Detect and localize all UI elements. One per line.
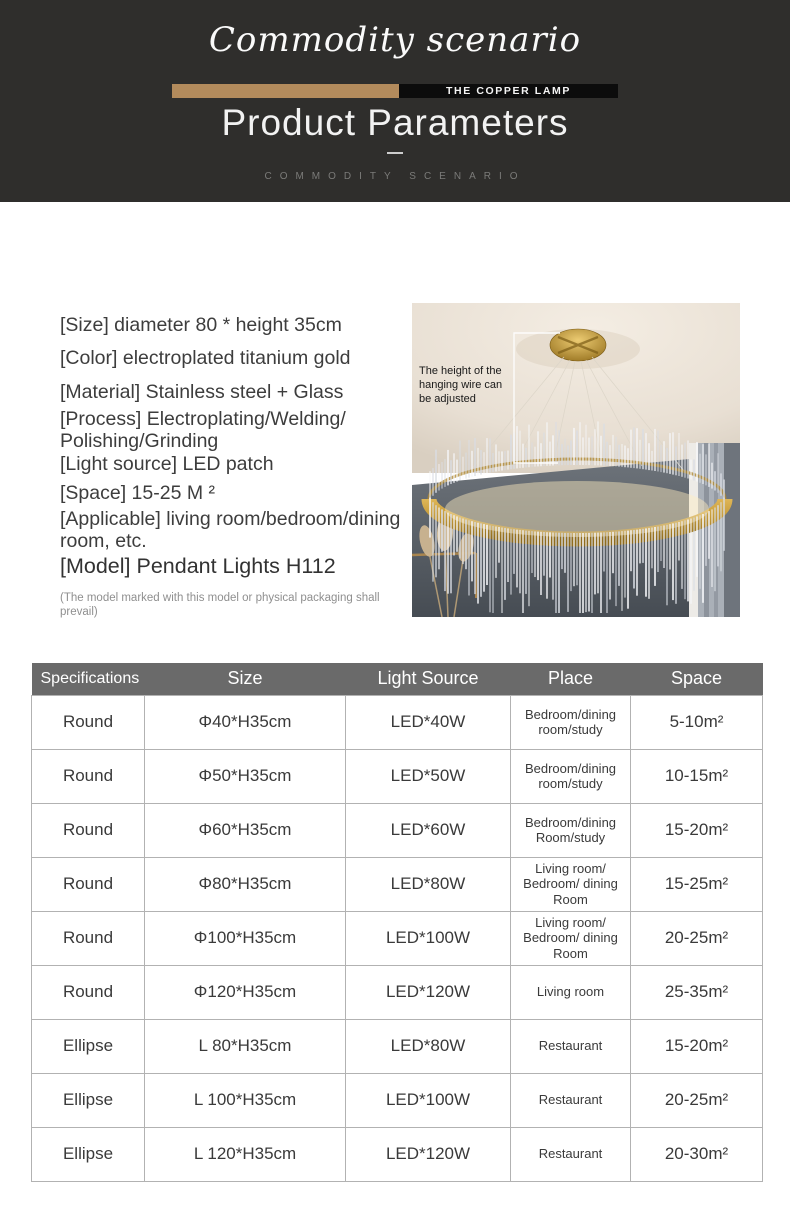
size-cell: Φ120*H35cm xyxy=(145,965,346,1019)
photo-annotation: The height of the hanging wire can be adjusted xyxy=(419,365,503,406)
param-size: [Size] diameter 80 * height 35cm xyxy=(60,314,342,336)
table-row xyxy=(32,965,763,1019)
size-cell: Φ60*H35cm xyxy=(145,803,346,857)
space-cell: 20-25m² xyxy=(631,911,763,965)
param-material: [Material] Stainless steel + Glass xyxy=(60,381,344,404)
dark-curtain xyxy=(724,443,740,617)
hero-banner xyxy=(0,0,790,202)
space-cell: 15-20m² xyxy=(631,1019,763,1073)
brand-label: THE COPPER LAMP xyxy=(446,85,571,97)
gold-accent-bar xyxy=(172,84,399,98)
param-model: [Model] Pendant Lights H112 xyxy=(60,553,336,578)
spec-cell: Ellipse xyxy=(32,1019,145,1073)
spec-cell: Round xyxy=(32,803,145,857)
size-cell: Φ50*H35cm xyxy=(145,749,346,803)
light-cell: LED*100W xyxy=(346,1073,511,1127)
page-title: Product Parameters xyxy=(221,102,569,143)
space-cell: 25-35m² xyxy=(631,965,763,1019)
spec-cell: Round xyxy=(32,695,145,749)
place-cell: Bedroom/dining room/study xyxy=(511,749,631,803)
place-cell: Restaurant xyxy=(511,1127,631,1181)
table-row xyxy=(32,1019,763,1073)
light-cell: LED*80W xyxy=(346,857,511,911)
size-cell: L 100*H35cm xyxy=(145,1073,346,1127)
param-color: [Color] electroplated titanium gold xyxy=(60,347,351,370)
parameter-list xyxy=(60,314,416,620)
brand-bar xyxy=(172,84,618,98)
size-cell: Φ80*H35cm xyxy=(145,857,346,911)
table-row xyxy=(32,695,763,749)
param-applicable: [Applicable] living room/bedroom/dining room, etc. xyxy=(60,507,401,552)
place-cell: Living room/ Bedroom/ dining Room xyxy=(511,911,631,965)
table-row xyxy=(32,857,763,911)
size-cell: Φ40*H35cm xyxy=(145,695,346,749)
title-divider xyxy=(387,152,403,154)
space-cell: 5-10m² xyxy=(631,695,763,749)
place-cell: Bedroom/dining room/study xyxy=(511,695,631,749)
space-cell: 20-30m² xyxy=(631,1127,763,1181)
product-photo xyxy=(412,303,740,617)
table-row xyxy=(32,749,763,803)
light-cell: LED*120W xyxy=(346,965,511,1019)
param-space: [Space] 15-25 M ² xyxy=(60,482,215,505)
spec-cell: Round xyxy=(32,857,145,911)
column-header-space: Space xyxy=(631,663,763,695)
light-cell: LED*100W xyxy=(346,911,511,965)
table-row xyxy=(32,1073,763,1127)
spec-cell: Ellipse xyxy=(32,1127,145,1181)
place-cell: Living room/ Bedroom/ dining Room xyxy=(511,857,631,911)
light-cell: LED*60W xyxy=(346,803,511,857)
space-cell: 15-25m² xyxy=(631,857,763,911)
chandelier-illustration xyxy=(412,303,740,617)
place-cell: Restaurant xyxy=(511,1019,631,1073)
table-row xyxy=(32,1127,763,1181)
size-cell: L 120*H35cm xyxy=(145,1127,346,1181)
hero-subtitle: COMMODITY SCENARIO xyxy=(264,171,526,182)
table-header-row xyxy=(32,663,763,695)
specifications-table xyxy=(31,663,763,1182)
light-cell: LED*50W xyxy=(346,749,511,803)
brand-label-bar xyxy=(399,84,618,98)
table-row xyxy=(32,911,763,965)
space-cell: 10-15m² xyxy=(631,749,763,803)
spec-cell: Round xyxy=(32,965,145,1019)
param-process: [Process] Electroplating/Welding/ Polishing/Grinding xyxy=(60,407,346,452)
column-header-light-source: Light Source xyxy=(346,663,511,695)
space-cell: 15-20m² xyxy=(631,803,763,857)
curtain xyxy=(698,443,724,617)
light-cell: LED*120W xyxy=(346,1127,511,1181)
place-cell: Living room xyxy=(511,965,631,1019)
size-cell: L 80*H35cm xyxy=(145,1019,346,1073)
spec-cell: Ellipse xyxy=(32,1073,145,1127)
column-header-place: Place xyxy=(511,663,631,695)
column-header-specifications: Specifications xyxy=(32,663,145,695)
space-cell: 20-25m² xyxy=(631,1073,763,1127)
spec-cell: Round xyxy=(32,749,145,803)
place-cell: Bedroom/dining Room/study xyxy=(511,803,631,857)
light-cell: LED*40W xyxy=(346,695,511,749)
light-cell: LED*80W xyxy=(346,1019,511,1073)
spec-cell: Round xyxy=(32,911,145,965)
table-row xyxy=(32,803,763,857)
script-heading: Commodity scenario xyxy=(208,20,582,60)
place-cell: Restaurant xyxy=(511,1073,631,1127)
column-header-size: Size xyxy=(145,663,346,695)
size-cell: Φ100*H35cm xyxy=(145,911,346,965)
param-lightsource: [Light source] LED patch xyxy=(60,453,274,476)
model-disclaimer: (The model marked with this model or physical packaging shall prevail) xyxy=(60,592,380,619)
